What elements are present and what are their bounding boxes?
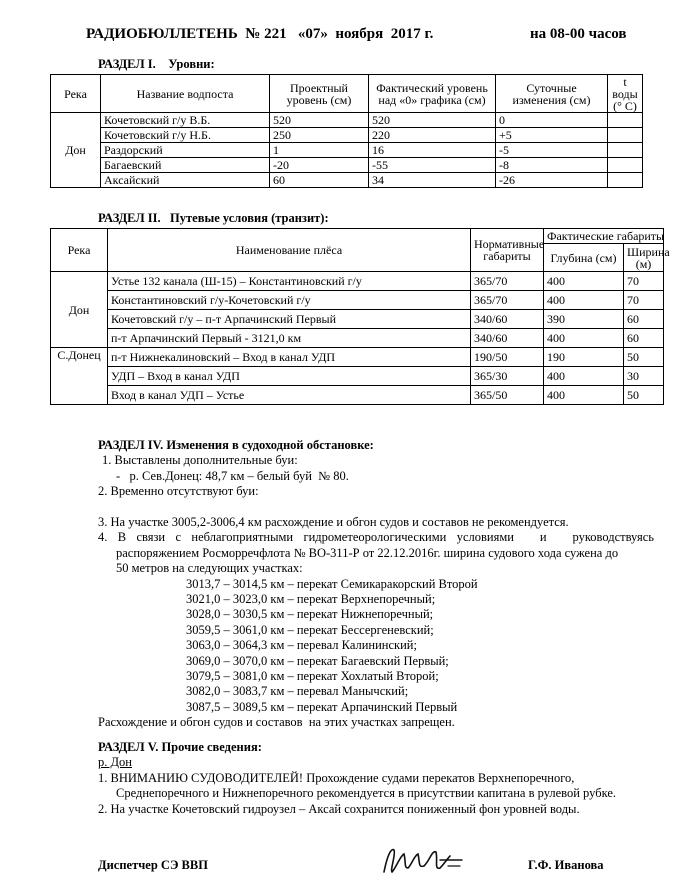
daily-change: +5 <box>496 128 608 143</box>
col-actual-level: Фактический уровень над «0» графика (см) <box>369 75 496 113</box>
design-level: 60 <box>270 173 369 188</box>
water-temp <box>608 173 643 188</box>
post-name: Аксайский <box>101 173 270 188</box>
water-temp <box>608 143 643 158</box>
col-post-name: Название водпоста <box>101 75 270 113</box>
stretch-name: Кочетовский г/у – п-т Арпачинский Первый <box>108 310 471 329</box>
section4-item2: 2. Временно отсутствуют буи: <box>98 484 259 499</box>
location-item: 3013,7 – 3014,5 км – перекат Семикаракорский Второй <box>186 576 478 591</box>
location-item: 3087,5 – 3089,5 км – перекат Арпачинский Первый <box>186 699 458 714</box>
location-item: 3063,0 – 3064,3 км – перевал Калининский; <box>186 638 417 653</box>
river-cell: С.Донец <box>51 348 108 405</box>
stretch-name: п-т Арпачинский Первый - 3121,0 км <box>108 329 471 348</box>
section5 <box>98 740 616 817</box>
location-item: 3021,0 – 3023,0 км – перекат Верхнепоречный; <box>186 592 436 607</box>
section5-item1-line2: Среднепоречного и Нижнепоречного рекомендуется в присутствии капитана в рулевой рубке. <box>116 786 617 801</box>
section4-item1: 1. Выставлены дополнительные буи: <box>102 453 298 468</box>
section5-river: р. Дон <box>98 755 132 770</box>
water-temp <box>608 113 643 128</box>
normative: 190/50 <box>471 348 544 367</box>
col-normative: Нормативные габариты <box>471 229 544 272</box>
col-daily-change: Суточные изменения (см) <box>496 75 608 113</box>
post-name: Раздорский <box>101 143 270 158</box>
levels-header-row <box>51 75 643 113</box>
transit-header-row-1 <box>51 229 664 244</box>
col-river: Река <box>51 229 108 272</box>
table-row <box>51 348 664 367</box>
normative: 365/30 <box>471 367 544 386</box>
signature-scribble <box>378 842 468 878</box>
normative: 365/50 <box>471 386 544 405</box>
location-item: 3028,0 – 3030,5 км – перекат Нижнепоречный; <box>186 607 434 622</box>
section2-title: РАЗДЕЛ II. Путевые условия (транзит): <box>98 211 329 225</box>
stretch-name: Константиновский г/у-Кочетовский г/у <box>108 291 471 310</box>
post-name: Кочетовский г/у Н.Б. <box>101 128 270 143</box>
stretch-name: УДП – Вход в канал УДП <box>108 367 471 386</box>
section1-title: РАЗДЕЛ I. Уровни: <box>98 57 215 71</box>
bulletin-title: РАДИОБЮЛЛЕТЕНЬ № 221 «07» ноября 2017 г. <box>86 26 434 42</box>
normative: 365/70 <box>471 272 544 291</box>
post-name: Кочетовский г/у В.Б. <box>101 113 270 128</box>
daily-change: 0 <box>496 113 608 128</box>
post-name: Багаевский <box>101 158 270 173</box>
section4-item4-line1: 4. В связи с неблагоприятными гидрометеорологическими условиями и руководствуясь <box>98 530 654 545</box>
table-row <box>51 310 664 329</box>
depth: 190 <box>544 348 624 367</box>
col-stretch-name: Наименование плёса <box>108 229 471 272</box>
table-row <box>51 367 664 386</box>
daily-change: -5 <box>496 143 608 158</box>
depth: 400 <box>544 386 624 405</box>
width: 30 <box>624 367 664 386</box>
col-design-level: Проектный уровень (см) <box>270 75 369 113</box>
daily-change: -26 <box>496 173 608 188</box>
depth: 400 <box>544 329 624 348</box>
depth: 390 <box>544 310 624 329</box>
daily-change: -8 <box>496 158 608 173</box>
col-actual-dimensions: Фактические габариты <box>544 229 664 244</box>
depth: 400 <box>544 272 624 291</box>
depth: 400 <box>544 291 624 310</box>
actual-level: 34 <box>369 173 496 188</box>
stretch-name: Вход в канал УДП – Устье <box>108 386 471 405</box>
width: 60 <box>624 310 664 329</box>
width: 60 <box>624 329 664 348</box>
table-row <box>51 329 664 348</box>
table-row <box>51 143 643 158</box>
table-row <box>51 291 664 310</box>
section4-item4-line2: распоряжением Росморречфлота № ВО-311-Р от 22.12.2016г. ширина судового хода сужена до <box>116 545 619 560</box>
width: 50 <box>624 348 664 367</box>
normative: 340/60 <box>471 310 544 329</box>
blank-line <box>98 500 654 515</box>
table-row <box>51 158 643 173</box>
design-level: -20 <box>270 158 369 173</box>
table-row <box>51 173 643 188</box>
section4-closing: Расхождение и обгон судов и составов на этих участках запрещен. <box>98 715 455 730</box>
river-cell: Дон <box>51 113 101 188</box>
actual-level: -55 <box>369 158 496 173</box>
bulletin-header <box>86 26 646 43</box>
width: 50 <box>624 386 664 405</box>
stretch-name: Устье 132 канала (Ш-15) – Константиновский г/у <box>108 272 471 291</box>
signature-image <box>378 842 468 882</box>
location-item: 3069,0 – 3070,0 км – перекат Багаевский Первый; <box>186 653 449 668</box>
col-river: Река <box>51 75 101 113</box>
actual-level: 220 <box>369 128 496 143</box>
normative: 340/60 <box>471 329 544 348</box>
col-water-temp: t воды (° С) <box>608 75 643 113</box>
water-temp <box>608 158 643 173</box>
width: 70 <box>624 291 664 310</box>
col-width: Ширина (м) <box>624 244 664 272</box>
section4-item4-line3: 50 метров на следующих участках: <box>116 561 303 576</box>
bulletin-time: на 08-00 часов <box>530 26 627 42</box>
levels-table <box>50 74 643 188</box>
width: 70 <box>624 272 664 291</box>
location-item: 3059,5 – 3061,0 км – перекат Бессергеневский; <box>186 622 434 637</box>
river-cell: Дон <box>51 272 108 348</box>
location-item: 3079,5 – 3081,0 км – перекат Хохлатый Второй; <box>186 669 439 684</box>
design-level: 250 <box>270 128 369 143</box>
water-temp <box>608 128 643 143</box>
section5-item2: 2. На участке Кочетовский гидроузел – Аксай сохранится пониженный фон уровней воды. <box>98 801 580 816</box>
section4-item3: 3. На участке 3005,2-3006,4 км расхождение и обгон судов и составов не рекомендуется. <box>98 515 569 530</box>
actual-level: 520 <box>369 113 496 128</box>
section5-item1-line1: 1. ВНИМАНИЮ СУДОВОДИТЕЛЕЙ! Прохождение судами перекатов Верхнепоречного, <box>98 770 575 785</box>
design-level: 520 <box>270 113 369 128</box>
section4-item1-sub: - р. Сев.Донец: 48,7 км – белый буй № 80. <box>116 468 349 483</box>
col-depth: Глубина (см) <box>544 244 624 272</box>
depth: 400 <box>544 367 624 386</box>
table-row <box>51 386 664 405</box>
location-item: 3082,0 – 3083,7 км – перевал Манычский; <box>186 684 409 699</box>
transit-table <box>50 228 670 405</box>
section5-title: РАЗДЕЛ V. Прочие сведения: <box>98 740 262 754</box>
dispatcher-name: Г.Ф. Иванова <box>528 858 604 872</box>
section4 <box>98 438 654 731</box>
normative: 365/70 <box>471 291 544 310</box>
dispatcher-role: Диспетчер СЭ ВВП <box>98 858 208 872</box>
table-row <box>51 272 664 291</box>
actual-level: 16 <box>369 143 496 158</box>
table-row <box>51 113 643 128</box>
table-row <box>51 128 643 143</box>
design-level: 1 <box>270 143 369 158</box>
section4-title: РАЗДЕЛ IV. Изменения в судоходной обстановке: <box>98 438 374 452</box>
stretch-name: п-т Нижнекалиновский – Вход в канал УДП <box>108 348 471 367</box>
